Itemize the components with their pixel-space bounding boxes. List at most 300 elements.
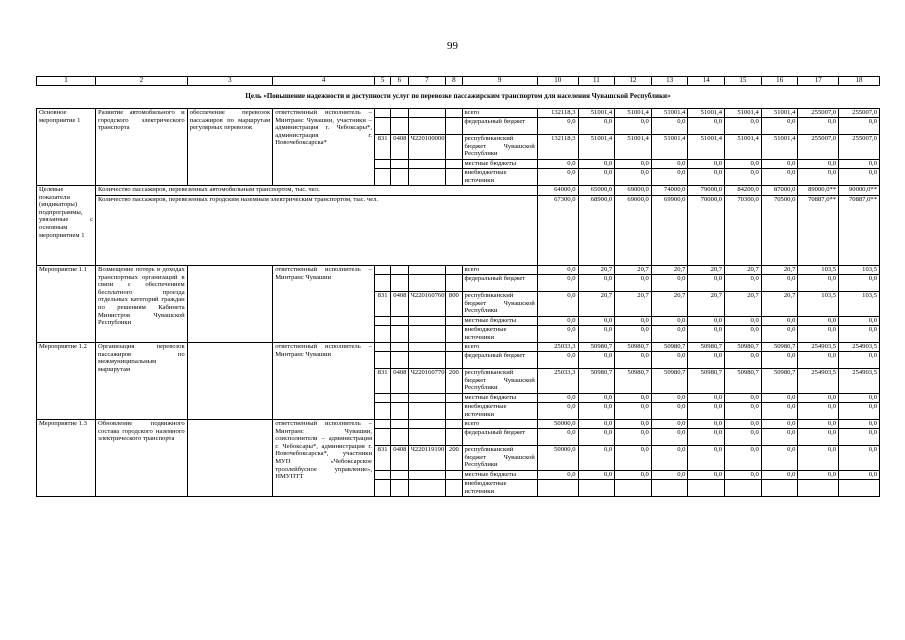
budget-code [391, 326, 408, 343]
funding-source: федеральный бюджет [462, 118, 537, 135]
indicator-row [37, 186, 880, 196]
amount-cell: 0,0 [798, 275, 839, 292]
amount-cell: 50980,7 [688, 343, 725, 352]
measure-task [187, 343, 273, 420]
measure-description: Обновление подвижного состава городского наземного электрического транспорта [96, 420, 188, 497]
amount-cell: 0,0 [688, 275, 725, 292]
budget-code [374, 275, 390, 292]
measure-description: Развитие автомобильного и городского электрического транспорта [96, 109, 188, 186]
amount-cell: 0,0 [537, 292, 578, 317]
amount-cell: 0,0 [615, 420, 652, 429]
amount-cell [651, 480, 688, 497]
column-number: 7 [408, 77, 446, 86]
amount-cell: 0,0 [839, 160, 880, 169]
amount-cell: 20,7 [761, 266, 798, 275]
budget-code [374, 352, 390, 369]
funding-source: республиканский бюджет Чувашской Республики [462, 292, 537, 317]
amount-cell: 0,0 [615, 169, 652, 186]
indicator-value: 69000,0 [615, 196, 652, 266]
amount-cell: 0,0 [839, 446, 880, 471]
amount-cell: 0,0 [688, 317, 725, 326]
amount-cell: 0,0 [798, 394, 839, 403]
amount-cell: 0,0 [725, 169, 762, 186]
amount-cell: 255007,0 [798, 135, 839, 160]
budget-code [391, 394, 408, 403]
amount-cell [688, 480, 725, 497]
amount-cell: 0,0 [688, 160, 725, 169]
amount-cell: 0,0 [725, 446, 762, 471]
amount-cell: 51001,4 [688, 135, 725, 160]
budget-code [391, 160, 408, 169]
amount-cell: 0,0 [761, 471, 798, 480]
amount-cell: 51001,4 [725, 109, 762, 118]
budget-code [374, 480, 390, 497]
budget-code [391, 275, 408, 292]
amount-cell: 254903,5 [798, 369, 839, 394]
column-number: 5 [374, 77, 390, 86]
budget-code [408, 109, 446, 118]
measure-description: Организация перевозок пассажиров по межмуниципальным маршрутам [96, 343, 188, 420]
amount-cell: 0,0 [798, 403, 839, 420]
amount-cell: 0,0 [839, 429, 880, 446]
amount-cell: 0,0 [688, 420, 725, 429]
budget-code: 200 [446, 369, 462, 394]
column-number: 6 [391, 77, 408, 86]
amount-cell: 0,0 [725, 471, 762, 480]
amount-cell: 0,0 [537, 326, 578, 343]
budget-code [391, 169, 408, 186]
amount-cell: 0,0 [615, 326, 652, 343]
funding-source: внебюджетные источники [462, 403, 537, 420]
amount-cell: 50980,7 [725, 369, 762, 394]
amount-cell: 0,0 [839, 420, 880, 429]
funding-source: федеральный бюджет [462, 352, 537, 369]
amount-cell: 0,0 [798, 420, 839, 429]
amount-cell: 0,0 [537, 429, 578, 446]
budget-code [446, 317, 462, 326]
amount-cell: 0,0 [578, 118, 615, 135]
budget-code [391, 352, 408, 369]
amount-cell: 0,0 [725, 403, 762, 420]
amount-cell [761, 480, 798, 497]
column-number: 14 [688, 77, 725, 86]
budget-code [374, 169, 390, 186]
budget-code [446, 109, 462, 118]
amount-cell: 0,0 [651, 118, 688, 135]
budget-code [391, 118, 408, 135]
budget-code [408, 471, 446, 480]
budget-code [446, 169, 462, 186]
indicator-value: 74000,0 [651, 186, 688, 196]
amount-cell: 50980,7 [725, 343, 762, 352]
amount-cell: 0,0 [688, 118, 725, 135]
amount-cell: 0,0 [761, 317, 798, 326]
indicator-name: Количество пассажиров, перевезенных автомобильным транспортом, тыс. чел. [96, 186, 538, 196]
amount-cell: 0,0 [651, 394, 688, 403]
amount-cell: 20,7 [651, 292, 688, 317]
amount-cell: 0,0 [761, 403, 798, 420]
amount-cell: 0,0 [615, 471, 652, 480]
budget-code: Ч220100000 [408, 135, 446, 160]
budget-code [408, 403, 446, 420]
amount-cell: 51001,4 [578, 109, 615, 118]
amount-cell: 0,0 [839, 394, 880, 403]
funding-source: республиканский бюджет Чувашской Республики [462, 446, 537, 471]
amount-cell: 0,0 [615, 352, 652, 369]
amount-cell: 25033,3 [537, 343, 578, 352]
indicator-value: 87000,0 [761, 186, 798, 196]
responsible-executors: ответственный исполнитель – Минтранс Чувашии [273, 343, 375, 420]
column-number: 4 [273, 77, 375, 86]
budget-code [374, 118, 390, 135]
budget-code [408, 394, 446, 403]
amount-cell: 50000,0 [537, 446, 578, 471]
amount-cell: 0,0 [725, 429, 762, 446]
goal-row [37, 86, 880, 109]
budget-code [374, 326, 390, 343]
amount-cell: 0,0 [578, 275, 615, 292]
amount-cell: 51001,4 [651, 109, 688, 118]
amount-cell: 0,0 [798, 352, 839, 369]
amount-cell: 0,0 [578, 420, 615, 429]
budget-code [446, 135, 462, 160]
budget-code [391, 343, 408, 352]
indicator-value: 79000,0 [688, 186, 725, 196]
amount-cell: 20,7 [615, 266, 652, 275]
amount-cell: 0,0 [578, 160, 615, 169]
amount-cell: 0,0 [798, 429, 839, 446]
funding-source: местные бюджеты [462, 394, 537, 403]
amount-cell: 0,0 [725, 352, 762, 369]
amount-cell: 0,0 [725, 326, 762, 343]
amount-cell: 0,0 [578, 403, 615, 420]
amount-cell: 0,0 [537, 403, 578, 420]
amount-cell [578, 480, 615, 497]
amount-cell: 132118,3 [537, 109, 578, 118]
funding-source: внебюджетные источники [462, 480, 537, 497]
column-number: 8 [446, 77, 462, 86]
budget-code [374, 160, 390, 169]
amount-cell: 0,0 [839, 169, 880, 186]
amount-cell: 20,7 [688, 266, 725, 275]
budget-code: 0408 [391, 369, 408, 394]
amount-cell: 50980,7 [578, 343, 615, 352]
amount-cell: 0,0 [761, 352, 798, 369]
responsible-executors: ответственный исполнитель – Минтранс Чувашии, соисполнители – администрация г. Чебоксары*, администрация г. Новочебоксарска*, участники МУП «Чебоксарское троллейбусное управление», НМУПТТ [273, 420, 375, 497]
funding-source: всего [462, 420, 537, 429]
budget-code [374, 266, 390, 275]
amount-cell: 51001,4 [615, 135, 652, 160]
amount-cell: 0,0 [651, 446, 688, 471]
amount-cell: 0,0 [651, 429, 688, 446]
budget-code [374, 429, 390, 446]
amount-cell: 0,0 [651, 275, 688, 292]
amount-cell: 0,0 [537, 394, 578, 403]
funding-source: всего [462, 266, 537, 275]
table-row [37, 420, 880, 429]
amount-cell: 0,0 [725, 420, 762, 429]
funding-source: местные бюджеты [462, 471, 537, 480]
budget-code [408, 343, 446, 352]
budget-code [446, 394, 462, 403]
budget-code [408, 266, 446, 275]
amount-cell: 0,0 [651, 403, 688, 420]
funding-source: федеральный бюджет [462, 429, 537, 446]
budget-code [408, 480, 446, 497]
budget-code: 831 [374, 135, 390, 160]
table-row [37, 109, 880, 118]
indicator-name: Количество пассажиров, перевезенных городским наземным электрическим транспортом, тыс. чел. [96, 196, 538, 266]
column-number: 11 [578, 77, 615, 86]
amount-cell: 0,0 [578, 429, 615, 446]
amount-cell: 254903,5 [798, 343, 839, 352]
measure-name: Мероприятие 1.2 [37, 343, 96, 420]
amount-cell: 20,7 [761, 292, 798, 317]
amount-cell: 0,0 [725, 160, 762, 169]
column-number: 10 [537, 77, 578, 86]
amount-cell: 0,0 [615, 403, 652, 420]
budget-code [446, 266, 462, 275]
budget-code [391, 471, 408, 480]
funding-source: федеральный бюджет [462, 275, 537, 292]
page-number: 99 [447, 40, 458, 52]
amount-cell: 20,7 [688, 292, 725, 317]
amount-cell: 0,0 [688, 429, 725, 446]
budget-code [374, 420, 390, 429]
budget-code [408, 352, 446, 369]
amount-cell: 255007,0 [798, 109, 839, 118]
measure-task: обеспечение перевозок пассажиров по маршрутам регулярных перевозок [187, 109, 273, 186]
amount-cell: 0,0 [798, 118, 839, 135]
amount-cell: 0,0 [615, 275, 652, 292]
amount-cell: 254903,5 [839, 343, 880, 352]
budget-code [374, 394, 390, 403]
indicator-value: 68900,0 [578, 196, 615, 266]
amount-cell: 0,0 [578, 169, 615, 186]
budget-code [391, 429, 408, 446]
amount-cell: 50980,7 [761, 343, 798, 352]
amount-cell: 0,0 [761, 118, 798, 135]
table-row [37, 343, 880, 352]
budget-code: 0408 [391, 135, 408, 160]
funding-source: внебюджетные источники [462, 326, 537, 343]
column-number: 16 [761, 77, 798, 86]
budget-code [446, 352, 462, 369]
amount-cell: 0,0 [537, 169, 578, 186]
amount-cell: 132118,3 [537, 135, 578, 160]
amount-cell: 0,0 [761, 429, 798, 446]
measure-description: Возмещение потерь в доходах транспортных организаций в связи с обеспечением бесплатного проезда отдельных категорий граждан по решениям Кабинета Министров Чувашской Республики [96, 266, 188, 343]
indicator-value: 70300,0 [725, 196, 762, 266]
amount-cell: 0,0 [615, 317, 652, 326]
amount-cell: 0,0 [839, 118, 880, 135]
amount-cell: 25033,3 [537, 369, 578, 394]
budget-code [408, 118, 446, 135]
amount-cell: 20,7 [725, 266, 762, 275]
funding-source: республиканский бюджет Чувашской Республики [462, 135, 537, 160]
amount-cell [798, 480, 839, 497]
budget-code [446, 429, 462, 446]
amount-cell: 0,0 [761, 160, 798, 169]
budget-code [408, 420, 446, 429]
amount-cell: 0,0 [651, 160, 688, 169]
budget-code: Ч220160760 [408, 292, 446, 317]
amount-cell: 0,0 [839, 352, 880, 369]
amount-cell: 0,0 [798, 160, 839, 169]
amount-cell: 0,0 [537, 275, 578, 292]
indicator-value: 70000,0 [688, 196, 725, 266]
amount-cell [537, 480, 578, 497]
amount-cell: 254903,5 [839, 369, 880, 394]
funding-source: всего [462, 343, 537, 352]
budget-code [446, 343, 462, 352]
measure-name: Мероприятие 1.1 [37, 266, 96, 343]
column-number: 17 [798, 77, 839, 86]
column-number: 3 [187, 77, 273, 86]
budget-code [374, 403, 390, 420]
budget-code: 831 [374, 292, 390, 317]
amount-cell: 0,0 [615, 394, 652, 403]
responsible-executors: ответственный исполнитель – Минтранс Чувашии, участники – администрация г. Чебоксары*, администрация г. Новочебоксарска* [273, 109, 375, 186]
amount-cell: 50980,7 [651, 369, 688, 394]
amount-cell: 0,0 [537, 317, 578, 326]
amount-cell: 0,0 [688, 169, 725, 186]
budget-code: 831 [374, 446, 390, 471]
amount-cell: 51001,4 [615, 109, 652, 118]
amount-cell: 0,0 [839, 471, 880, 480]
budget-code [446, 471, 462, 480]
budget-code [408, 275, 446, 292]
amount-cell: 0,0 [537, 266, 578, 275]
amount-cell: 0,0 [725, 317, 762, 326]
budget-code [374, 317, 390, 326]
amount-cell: 0,0 [615, 429, 652, 446]
amount-cell: 0,0 [839, 326, 880, 343]
amount-cell: 50980,7 [651, 343, 688, 352]
budget-code [374, 343, 390, 352]
amount-cell: 50980,7 [615, 369, 652, 394]
column-number: 18 [839, 77, 880, 86]
budget-table [36, 76, 880, 497]
amount-cell: 0,0 [651, 317, 688, 326]
amount-cell: 50980,7 [688, 369, 725, 394]
amount-cell: 0,0 [798, 169, 839, 186]
amount-cell: 0,0 [688, 471, 725, 480]
indicator-value: 69900,0 [651, 196, 688, 266]
amount-cell: 51001,4 [761, 135, 798, 160]
amount-cell [725, 480, 762, 497]
amount-cell: 50980,7 [578, 369, 615, 394]
column-number: 1 [37, 77, 96, 86]
amount-cell: 20,7 [651, 266, 688, 275]
budget-code [391, 317, 408, 326]
budget-code [391, 266, 408, 275]
amount-cell: 51001,4 [725, 135, 762, 160]
amount-cell: 0,0 [537, 160, 578, 169]
indicator-value: 70887,0** [839, 196, 880, 266]
budget-code [408, 317, 446, 326]
measure-task [187, 420, 273, 497]
amount-cell: 0,0 [725, 394, 762, 403]
amount-cell: 103,5 [798, 292, 839, 317]
amount-cell: 20,7 [725, 292, 762, 317]
funding-source: местные бюджеты [462, 317, 537, 326]
amount-cell: 20,7 [578, 266, 615, 275]
amount-cell: 20,7 [578, 292, 615, 317]
budget-code [391, 403, 408, 420]
amount-cell: 103,5 [798, 266, 839, 275]
amount-cell: 0,0 [725, 118, 762, 135]
amount-cell: 20,7 [615, 292, 652, 317]
amount-cell: 0,0 [688, 326, 725, 343]
column-number: 15 [725, 77, 762, 86]
column-number: 13 [651, 77, 688, 86]
amount-cell: 0,0 [578, 352, 615, 369]
budget-code: 0408 [391, 446, 408, 471]
amount-cell: 51001,4 [651, 135, 688, 160]
amount-cell: 0,0 [615, 446, 652, 471]
amount-cell: 0,0 [615, 160, 652, 169]
amount-cell: 0,0 [578, 317, 615, 326]
amount-cell: 0,0 [798, 326, 839, 343]
amount-cell: 0,0 [839, 317, 880, 326]
amount-cell: 0,0 [725, 275, 762, 292]
column-number: 9 [462, 77, 537, 86]
amount-cell: 103,5 [839, 266, 880, 275]
amount-cell: 0,0 [578, 326, 615, 343]
budget-code: 831 [374, 369, 390, 394]
budget-code [446, 420, 462, 429]
budget-code [374, 109, 390, 118]
amount-cell [839, 480, 880, 497]
indicator-value: 67300,0 [537, 196, 578, 266]
indicators-label: Целевые показатели (индикаторы) подпрограммы, увязанные с основным мероприятием 1 [37, 186, 96, 266]
measure-task [187, 266, 273, 343]
amount-cell: 0,0 [761, 275, 798, 292]
amount-cell: 50980,7 [615, 343, 652, 352]
amount-cell: 0,0 [615, 118, 652, 135]
column-number-row [37, 77, 880, 86]
amount-cell: 51001,4 [578, 135, 615, 160]
budget-code: 800 [446, 292, 462, 317]
amount-cell: 0,0 [651, 169, 688, 186]
amount-cell: 0,0 [537, 352, 578, 369]
measure-name: Мероприятие 1.3 [37, 420, 96, 497]
budget-code [446, 403, 462, 420]
amount-cell: 0,0 [761, 326, 798, 343]
amount-cell: 0,0 [651, 471, 688, 480]
budget-code [446, 160, 462, 169]
amount-cell: 0,0 [798, 317, 839, 326]
goal-title: Цель «Повышение надежности и доступности услуг по перевозке пассажирским транспортом для населения Чувашской Республики» [37, 86, 880, 109]
amount-cell: 103,5 [839, 292, 880, 317]
funding-source: внебюджетные источники [462, 169, 537, 186]
column-number: 12 [615, 77, 652, 86]
amount-cell: 50980,7 [761, 369, 798, 394]
budget-code [374, 471, 390, 480]
budget-code [408, 160, 446, 169]
indicator-value: 64000,0 [537, 186, 578, 196]
budget-code [408, 429, 446, 446]
budget-code: Ч220119190 [408, 446, 446, 471]
indicator-value: 70500,0 [761, 196, 798, 266]
amount-cell: 0,0 [537, 118, 578, 135]
amount-cell: 0,0 [651, 420, 688, 429]
funding-source: местные бюджеты [462, 160, 537, 169]
amount-cell: 0,0 [651, 352, 688, 369]
amount-cell: 0,0 [839, 275, 880, 292]
amount-cell: 0,0 [578, 394, 615, 403]
